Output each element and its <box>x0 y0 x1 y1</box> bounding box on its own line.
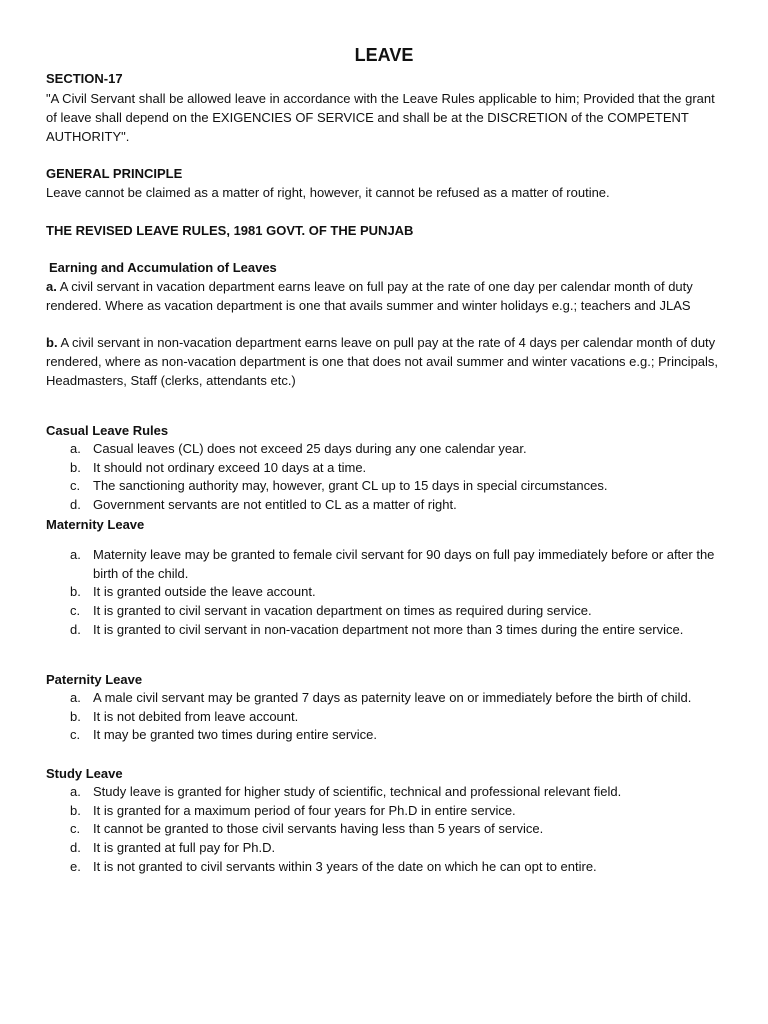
list-item-text: It is not granted to civil servants within 3 years of the date on which he can opt to entire. <box>93 858 597 874</box>
earning-paragraph-b <box>46 333 726 390</box>
section-17-heading: SECTION-17 <box>46 71 123 86</box>
list-marker: b. <box>70 708 81 724</box>
list-item-text: It is granted outside the leave account. <box>93 584 316 600</box>
list-item <box>46 820 726 839</box>
list-marker: c. <box>70 727 81 743</box>
list-item-text: Casual leaves (CL) does not exceed 25 days during any one calendar year. <box>93 441 527 456</box>
list-item-text: Study leave is granted for higher study of scientific, technical and professional relevant field. <box>93 784 622 799</box>
general-principle-heading: GENERAL PRINCIPLE <box>46 166 183 181</box>
maternity-leave-list <box>46 546 726 640</box>
list-marker: a. <box>70 784 81 799</box>
list-marker: c. <box>70 603 81 619</box>
list-marker: a. <box>70 547 81 562</box>
study-leave-list <box>46 783 726 877</box>
list-item <box>46 496 726 515</box>
list-item-text: The sanctioning authority may, however, grant CL up to 15 days in special circumstances. <box>93 478 608 494</box>
section-17-text: "A Civil Servant shall be allowed leave in accordance with the Leave Rules applicable to him; Provided that the grant of leave shall depend on the EXIGENCIES OF SERVICE and shall be at the DISCRETION of the COMPETENT AUTHORITY". <box>46 91 715 144</box>
earning-b-text: A civil servant in non-vacation department earns leave on pull pay at the rate of 4 days per calendar month of duty rendered, where as non-vacation department is one that does not avail summer and winter vacations e.g.; Principals, Headmasters, Staff (clerks, attendants etc.) <box>46 335 719 388</box>
list-item <box>46 477 726 496</box>
list-marker: d. <box>70 497 81 513</box>
list-marker: c. <box>70 478 81 494</box>
general-principle-text: Leave cannot be claimed as a matter of right, however, it cannot be refused as a matter of routine. <box>46 185 610 200</box>
list-item-text: It is granted to civil servant in vacation department on times as required during service. <box>93 603 592 619</box>
list-item <box>46 802 726 821</box>
list-item <box>46 783 726 802</box>
list-marker: b. <box>70 459 81 475</box>
list-item-text: It may be granted two times during entire service. <box>93 727 377 743</box>
list-item <box>46 726 726 745</box>
list-marker: b. <box>70 584 81 600</box>
paternity-leave-heading: Paternity Leave <box>46 672 143 687</box>
list-item-text: It is granted at full pay for Ph.D. <box>93 840 276 856</box>
list-item-text: It should not ordinary exceed 10 days at a time. <box>93 459 367 475</box>
list-item <box>46 440 726 459</box>
earning-a-text: A civil servant in vacation department earns leave on full pay at the rate of one day per calendar month of duty rendered. Where as vacation department is one that avails summer and winter holidays e.g.; teachers and JLAS <box>46 279 693 313</box>
list-item-text: Government servants are not entitled to CL as a matter of right. <box>93 497 457 513</box>
list-item-text: It is not debited from leave account. <box>93 708 299 724</box>
list-marker: d. <box>70 621 81 637</box>
list-item <box>46 546 726 583</box>
page-title: LEAVE <box>354 45 414 65</box>
list-item <box>46 583 726 602</box>
list-item-text: It is granted for a maximum period of four years for Ph.D in entire service. <box>93 802 516 818</box>
list-item <box>46 858 726 877</box>
list-item <box>46 839 726 858</box>
earning-a-marker: a. <box>46 279 57 294</box>
list-item <box>46 602 726 621</box>
list-marker: c. <box>70 821 81 837</box>
maternity-leave-heading: Maternity Leave <box>46 517 145 532</box>
list-item <box>46 689 726 708</box>
list-marker: e. <box>70 858 81 874</box>
list-item <box>46 708 726 727</box>
list-marker: a. <box>70 441 81 456</box>
earning-b-marker: b. <box>46 335 58 350</box>
list-item-text: It cannot be granted to those civil servants having less than 5 years of service. <box>93 821 544 837</box>
list-item-text: Maternity leave may be granted to female civil servant for 90 days on full pay immediately before or after the birth of the child. <box>93 547 715 581</box>
study-leave-heading: Study Leave <box>46 766 123 781</box>
casual-leave-heading: Casual Leave Rules <box>46 423 169 438</box>
earning-paragraph-a <box>46 277 726 315</box>
revised-rules-heading: THE REVISED LEAVE RULES, 1981 GOVT. OF THE PUNJAB <box>46 223 414 238</box>
list-marker: d. <box>70 840 81 856</box>
list-item-text: It is granted to civil servant in non-vacation department not more than 3 times during the entire service. <box>93 621 684 637</box>
list-item <box>46 621 726 640</box>
list-marker: b. <box>70 802 81 818</box>
list-item-text: A male civil servant may be granted 7 days as paternity leave on or immediately before the birth of child. <box>93 690 692 705</box>
earning-heading: Earning and Accumulation of Leaves <box>49 260 277 275</box>
paternity-leave-list <box>46 689 726 745</box>
list-item <box>46 459 726 478</box>
casual-leave-list <box>46 440 726 515</box>
list-marker: a. <box>70 690 81 705</box>
